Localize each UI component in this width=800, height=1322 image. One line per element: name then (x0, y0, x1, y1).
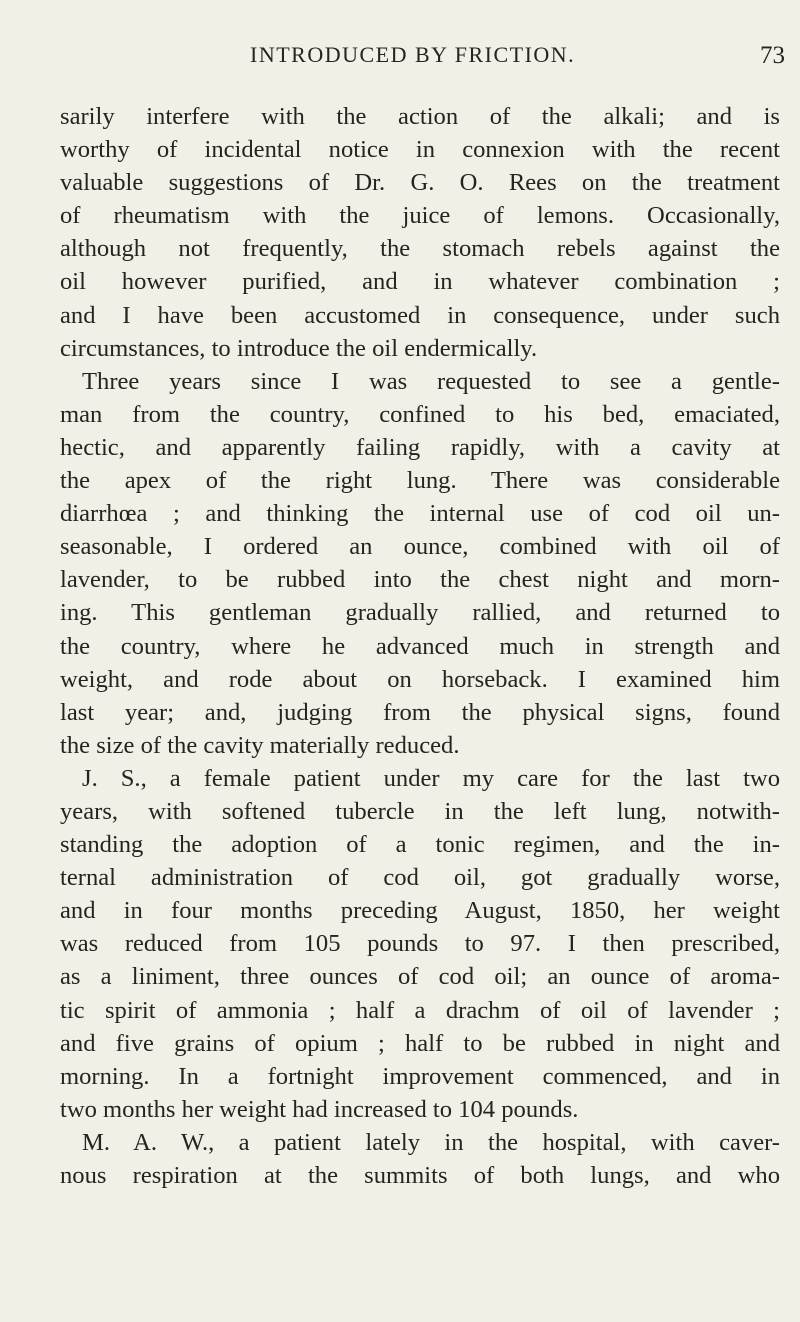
text-line: and I have been accustomed in consequence, under such (60, 301, 780, 329)
body-text (60, 100, 780, 1192)
text-line: the size of the cavity materially reduced. (60, 731, 460, 759)
text-line: and in four months preceding August, 1850, her weight (60, 897, 780, 925)
running-head (0, 42, 800, 82)
text-line: last year; and, judging from the physical signs, found (60, 698, 780, 726)
text-line: Three years since I was requested to see a gentle- (82, 367, 780, 395)
text-line: two months her weight had increased to 104 pounds. (60, 1095, 579, 1123)
text-line: weight, and rode about on horseback. I examined him (60, 665, 780, 693)
text-line: the apex of the right lung. There was considerable (60, 467, 780, 495)
text-line: was reduced from 105 pounds to 97. I then prescribed, (60, 930, 780, 958)
text-line: man from the country, confined to his bed, emaciated, (60, 400, 780, 428)
text-line: lavender, to be rubbed into the chest night and morn- (60, 566, 780, 594)
text-line: valuable suggestions of Dr. G. O. Rees on the treatment (60, 169, 780, 197)
text-line: although not frequently, the stomach rebels against the (60, 235, 780, 263)
text-line: the country, where he advanced much in strength and (60, 632, 780, 660)
text-line: as a liniment, three ounces of cod oil; an ounce of aroma- (60, 963, 780, 991)
page-number: 73 (760, 42, 785, 69)
text-line: and five grains of opium ; half to be rubbed in night and (60, 1029, 780, 1057)
text-line: oil however purified, and in whatever combination ; (60, 268, 780, 296)
text-line: M. A. W., a patient lately in the hospital, with caver- (82, 1128, 780, 1156)
text-line: ternal administration of cod oil, got gradually worse, (60, 864, 780, 892)
text-line: circumstances, to introduce the oil endermically. (60, 334, 538, 362)
running-title: INTRODUCED BY FRICTION. (250, 42, 576, 67)
text-line: tic spirit of ammonia ; half a drachm of oil of lavender ; (60, 996, 780, 1024)
text-line: J. S., a female patient under my care for the last two (82, 764, 780, 792)
text-line: of rheumatism with the juice of lemons. Occasionally, (60, 202, 780, 230)
text-line: years, with softened tubercle in the left lung, notwith- (60, 797, 780, 825)
text-line: sarily interfere with the action of the alkali; and is (60, 103, 780, 130)
text-line: standing the adoption of a tonic regimen, and the in- (60, 831, 780, 859)
text-line: hectic, and apparently failing rapidly, with a cavity at (60, 433, 780, 461)
text-line: seasonable, I ordered an ounce, combined with oil of (60, 533, 780, 561)
text-line: worthy of incidental notice in connexion with the recent (60, 136, 780, 164)
text-line: morning. In a fortnight improvement commenced, and in (60, 1062, 780, 1090)
text-line: nous respiration at the summits of both lungs, and who (60, 1162, 780, 1189)
text-line: ing. This gentleman gradually rallied, and returned to (60, 599, 780, 627)
text-line: diarrhœa ; and thinking the internal use of cod oil un- (60, 500, 780, 528)
